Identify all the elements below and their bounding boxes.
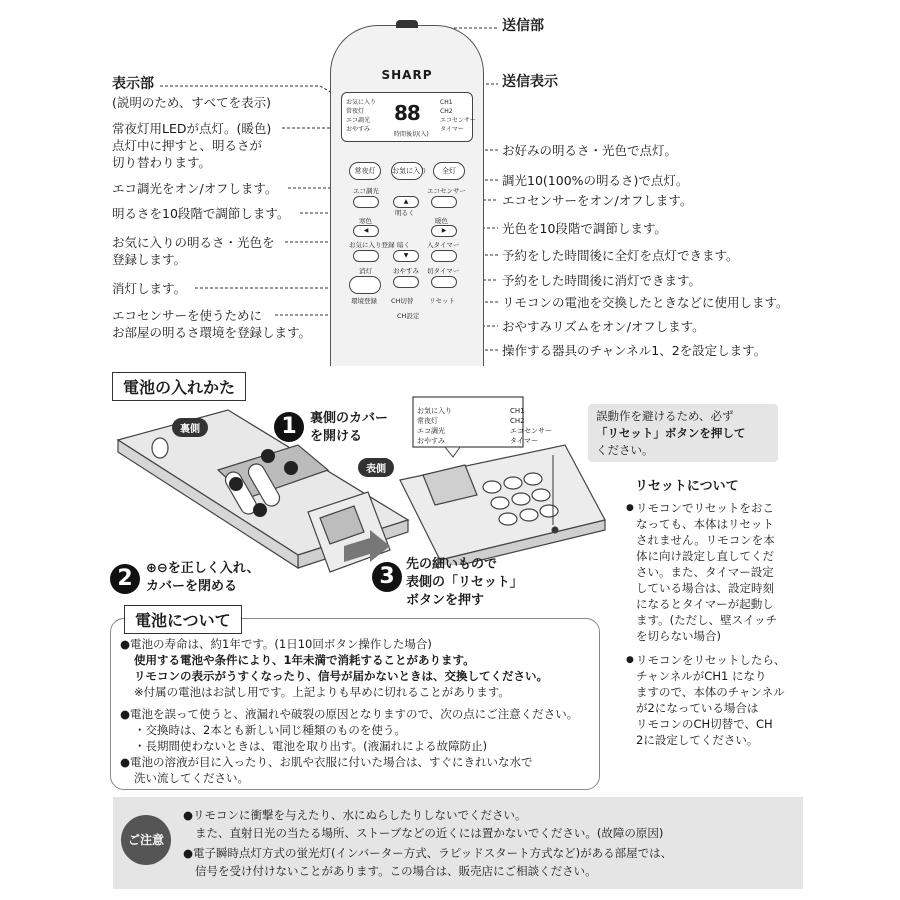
step-3-line-2: 表側の「リセット」 [406, 575, 523, 590]
off-label: 消灯 [359, 267, 372, 275]
reset-label: リセット [429, 297, 455, 305]
brighter-button[interactable]: ▲ [393, 196, 419, 208]
callout-sleep: おやすみリズムをオン/オフします。 [502, 319, 705, 334]
callout-channel: 操作する器具のチャンネル1、2を設定します。 [502, 343, 767, 358]
cool-label: 寒色 [359, 217, 372, 225]
display-label: タイマー [440, 126, 464, 133]
front-display-label: エコセンサー [510, 427, 552, 435]
reset-note-line-3: ください。 [596, 443, 654, 457]
eco-dim-label: エコ調光 [353, 187, 379, 195]
caution-badge: ご注意 [121, 815, 171, 865]
caution-line: 信号を受け付けないことがあります。この場合は、販売店にご相談ください。 [195, 864, 597, 878]
off-button[interactable] [349, 276, 381, 294]
callout-on-timer: 予約をした時間後に全灯を点灯できます。 [502, 248, 739, 263]
callout-off: 消灯します。 [112, 281, 187, 296]
front-display-label: CH1 [510, 407, 525, 415]
step-1-line-1: 裏側のカバー [310, 411, 389, 426]
display-panel [341, 92, 477, 142]
env-register-label: 環境登録 [351, 297, 377, 305]
reset-line: ます。(ただし、壁スイッチ [636, 613, 778, 627]
darker-label: 暗く [397, 241, 410, 249]
display-label: 常夜灯 [346, 108, 365, 115]
warm-label: 暖色 [435, 217, 448, 225]
reset-line: 2に設定してください。 [636, 733, 759, 747]
callout-brightness: 明るさを10段階で調節します。 [112, 206, 290, 221]
remote-control [330, 25, 484, 366]
battery-about-heading: 電池について [124, 605, 242, 634]
fav-register-button[interactable] [353, 250, 379, 262]
transmitter [396, 20, 418, 28]
reset-line: が2になっている場合は [636, 701, 759, 715]
step-2-line-2: カバーを閉める [146, 579, 238, 594]
battery-install-heading: 電池の入れかた [112, 372, 246, 401]
callout-env-2: お部屋の明るさ環境を登録します。 [112, 325, 312, 340]
on-timer-button[interactable] [431, 250, 457, 262]
back-side-tag: 裏側 [172, 418, 208, 437]
step-1-badge: 1 [274, 412, 304, 442]
callout-night-2: 点灯中に押すと、明るさが [112, 138, 263, 153]
front-display-label: おやすみ [417, 437, 445, 445]
battery-line: 使用する電池や条件により、1年未満で消耗することがあります。 [134, 653, 475, 667]
display-label: お気に入り [346, 99, 377, 106]
caution-box [113, 797, 803, 889]
display-label: CH2 [440, 108, 453, 115]
callout-color: 光色を10段階で調節します。 [502, 221, 667, 236]
display-digits: 88 [394, 101, 420, 125]
ch-setting-label: CH設定 [397, 312, 420, 320]
reset-line: になるとタイマーが起動し [636, 597, 774, 611]
callout-fav-reg-2: 登録します。 [112, 252, 187, 267]
sleep-button[interactable] [393, 276, 419, 288]
callout-night-3: 切り替わります。 [112, 155, 212, 170]
step-2-line-1: ⊕⊖を正しく入れ、 [146, 561, 260, 576]
step-3-line-3: ボタンを押す [406, 593, 485, 608]
eco-dim-button[interactable] [353, 196, 379, 208]
callout-favorite: お好みの明るさ・光色で点灯。 [502, 143, 678, 158]
reset-line: さい。また、タイマー設定 [636, 565, 774, 579]
battery-line: ・長期間使わないときは、電池を取り出す。(液漏れによる故障防止) [134, 739, 488, 753]
front-side-tag: 表側 [358, 458, 394, 477]
front-display-label: お気に入り [417, 407, 452, 415]
battery-line: ※付属の電池はお試し用です。上記よりも早めに切れることがあります。 [134, 685, 510, 699]
callout-reset: リモコンの電池を交換したときなどに使用します。 [502, 295, 789, 310]
display-label: おやすみ [346, 126, 371, 133]
display-timer-label: 時間後切(入) [394, 131, 429, 138]
step-1-line-2: を開ける [310, 429, 363, 444]
reset-line: リモコンでリセットをおこ [636, 501, 774, 515]
cool-button[interactable]: ◀ [353, 225, 379, 237]
caution-line: また、直射日光の当たる場所、ストーブなどの近くには置かないでください。(故障の原因) [195, 826, 664, 840]
callout-env-1: エコセンサーを使うために [112, 308, 263, 323]
battery-line: ●電池を誤って使うと、液漏れや破裂の原因となりますので、次の点にご注意ください。 [120, 707, 579, 721]
on-timer-label: 入タイマー [427, 241, 460, 249]
battery-line: ●電池の寿命は、約1年です。(1日10回ボタン操作した場合) [120, 637, 432, 651]
ch-switch-label: CH切替 [391, 297, 414, 305]
callout-display: 表示部 [112, 76, 154, 92]
callout-eco-sensor: エコセンサーをオン/オフします。 [502, 193, 693, 208]
eco-sensor-button[interactable] [431, 196, 457, 208]
callout-full-light: 調光10(100%の明るさ)で点灯。 [502, 173, 689, 188]
step-3-line-1: 先の細いもので [406, 557, 498, 572]
display-label: エコ調光 [346, 117, 371, 124]
callout-off-timer: 予約をした時間後に消灯できます。 [502, 273, 702, 288]
darker-button[interactable]: ▼ [393, 250, 419, 262]
reset-line: リモコンのCH切替で、CH [636, 717, 773, 731]
reset-about-item-2 [636, 652, 816, 748]
callout-night-1: 常夜灯用LEDが点灯。(暖色) [112, 121, 272, 136]
reset-line: なっても、本体はリセット [636, 517, 774, 531]
off-timer-button[interactable] [431, 276, 457, 288]
favorite-button[interactable]: お気に入り [391, 162, 423, 180]
night-light-button[interactable]: 常夜灯 [349, 162, 381, 180]
display-label: エコセンサー [440, 117, 477, 124]
brighter-label: 明るく [395, 209, 415, 217]
front-display-label: CH2 [510, 417, 525, 425]
caution-line: ●電子瞬時点灯方式の蛍光灯(インバーター方式、ラピッドスタート方式など)がある部屋では、 [183, 846, 673, 860]
caution-line: ●リモコンに衝撃を与えたり、水にぬらしたりしないでください。 [183, 808, 527, 822]
reset-line: を切らない場合) [636, 629, 721, 643]
fav-register-label: お気に入り登録 [349, 241, 395, 249]
callout-fav-reg-1: お気に入りの明るさ・光色を [112, 235, 275, 250]
step-2-badge: 2 [110, 564, 140, 594]
reset-note [588, 404, 778, 462]
reset-line: 体に向け設定し直してくだ [636, 549, 774, 563]
reset-note-line-2: 「リセット」ボタンを押して [596, 426, 746, 440]
sleep-label: おやすみ [393, 267, 419, 275]
front-display-label: エコ調光 [417, 427, 445, 435]
reset-about-item-1 [636, 500, 816, 644]
reset-about-heading: リセットについて [635, 479, 739, 494]
front-display-label: タイマー [510, 437, 538, 445]
reset-line: ますので、本体のチャンネル [636, 685, 785, 699]
step-3-badge: 3 [372, 562, 402, 592]
callout-eco-dim: エコ調光をオン/オフします。 [112, 181, 278, 196]
callout-transmit-indicator: 送信表示 [502, 74, 558, 90]
battery-line: リモコンの表示がうすくなったり、信号が届かないときは、交換してください。 [134, 669, 548, 683]
bullet-icon: ● [626, 655, 634, 665]
full-light-button[interactable]: 全灯 [433, 162, 465, 180]
warm-button[interactable]: ▶ [431, 225, 457, 237]
callout-transmitter: 送信部 [502, 18, 544, 34]
front-display-label: 常夜灯 [417, 417, 438, 425]
reset-line: している場合は、設定時刻 [636, 581, 774, 595]
display-label: CH1 [440, 99, 453, 106]
eco-sensor-label: エコセンサー [427, 187, 466, 195]
reset-line: リモコンをリセットしたら、 [636, 653, 786, 667]
brand-logo: SHARP [381, 68, 433, 82]
reset-line: されません。リモコンを本 [636, 533, 775, 547]
bullet-icon: ● [626, 503, 634, 513]
battery-line: 洗い流してください。 [134, 771, 249, 785]
off-timer-label: 切タイマー [427, 267, 460, 275]
reset-note-line-1: 誤動作を避けるため、必ず [596, 409, 734, 423]
battery-line: ●電池の溶液が目に入ったり、お肌や衣服に付いた場合は、すぐにきれいな水で [120, 755, 533, 769]
callout-display-note: (説明のため、すべてを表示) [112, 95, 272, 110]
battery-line: ・交換時は、2本とも新しい同じ種類のものを使う。 [134, 723, 406, 737]
reset-line: チャンネルがCH1 になり [636, 669, 767, 683]
